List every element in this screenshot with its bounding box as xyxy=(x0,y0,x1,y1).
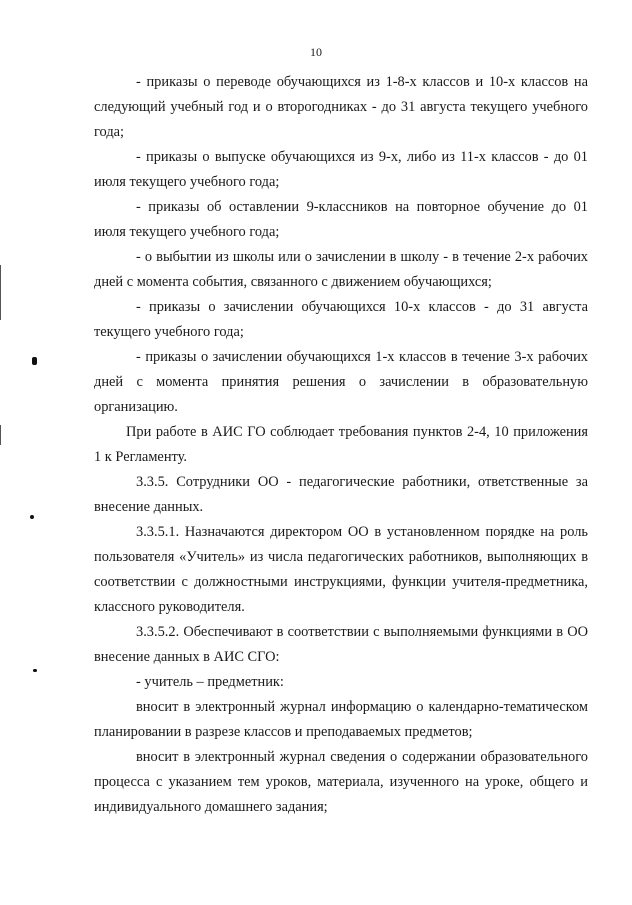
page-number: 10 xyxy=(310,45,322,59)
edge-line xyxy=(0,425,1,445)
paragraph: - приказы о зачислении обучающихся 10-х классов - до 31 августа текущего учебного года; xyxy=(94,299,588,340)
paragraph: 3.3.5.1. Назначаются директором ОО в установленном порядке на роль пользователя «Учитель» из числа педагогических работников, выполняющих в соответствии с должностными инструкциями, функции учителя-предметника, классного руководителя. xyxy=(94,524,588,615)
paragraph: - о выбытии из школы или о зачислении в школу - в течение 2-х рабочих дней с момента события, связанного с движением обучающихся; xyxy=(94,249,588,290)
paragraph: - учитель – предметник: xyxy=(136,674,284,690)
paragraph: 3.3.5.2. Обеспечивают в соответствии с выполняемыми функциями в ОО внесение данных в АИС СГО: xyxy=(94,624,588,665)
document-body xyxy=(94,70,588,820)
scan-mark xyxy=(33,669,37,672)
paragraph: - приказы о выпуске обучающихся из 9-х, либо из 11-х классов - до 01 июля текущего учебного года; xyxy=(94,149,588,190)
paragraph: - приказы о переводе обучающихся из 1-8-х классов и 10-х классов на следующий учебный год и о второгодниках - до 31 августа текущего учебного года; xyxy=(94,74,588,140)
paragraph: - приказы о зачислении обучающихся 1-х классов в течение 3-х рабочих дней с момента принятия решения о зачислении в образовательную организацию. xyxy=(94,349,588,415)
scan-mark xyxy=(32,357,37,365)
scan-mark xyxy=(30,515,34,519)
paragraph: вносит в электронный журнал сведения о содержании образовательного процесса с указанием тем уроков, материала, изученного на уроке, общего и индивидуального домашнего задания; xyxy=(94,749,588,815)
paragraph: вносит в электронный журнал информацию о календарно-тематическом планировании в разрезе классов и преподаваемых предметов; xyxy=(94,699,588,740)
edge-line xyxy=(0,265,1,320)
paragraph: 3.3.5. Сотрудники ОО - педагогические работники, ответственные за внесение данных. xyxy=(94,474,588,515)
paragraph: При работе в АИС ГО соблюдает требования пунктов 2-4, 10 приложения 1 к Регламенту. xyxy=(94,424,588,465)
paragraph: - приказы об оставлении 9-классников на повторное обучение до 01 июля текущего учебного года; xyxy=(94,199,588,240)
